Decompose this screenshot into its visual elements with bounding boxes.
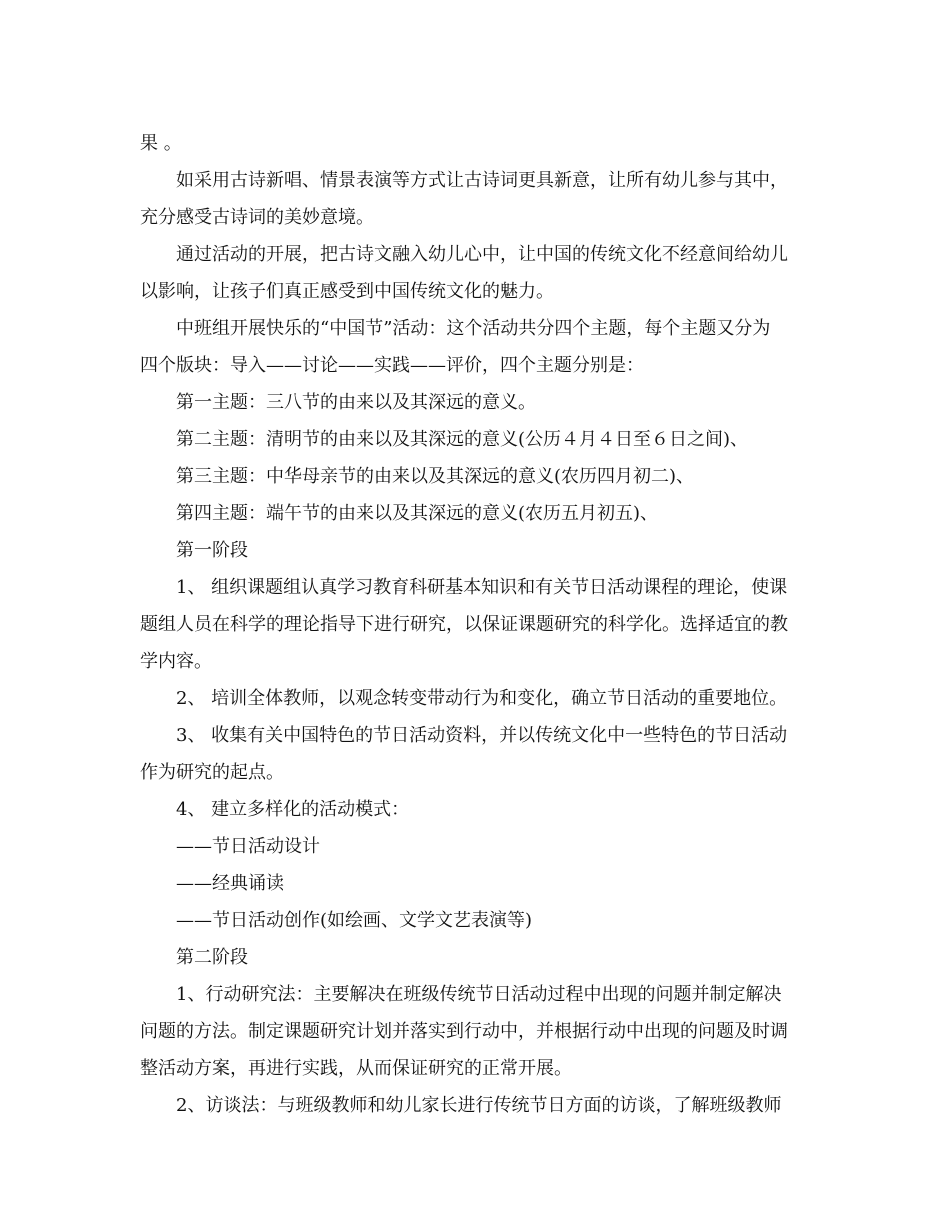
text-line: 问题的方法。制定课题研究计划并落实到行动中，并根据行动中出现的问题及时调 [140,1021,788,1042]
paragraph-line: 中班组开展快乐的“中国节”活动：这个活动共分四个主题，每个主题又分为 [176,318,771,339]
paragraph-line: 4、 建立多样化的活动模式： [176,799,410,820]
paragraph-line: 2、访谈法：与班级教师和幼儿家长进行传统节日方面的访谈，了解班级教师 [176,1095,782,1116]
stage-heading: 第二阶段 [176,947,248,968]
text-line: 学内容。 [140,651,212,672]
theme-line: 第二主题：清明节的由来以及其深远的意义(公历４月４日至６日之间)、 [176,429,749,450]
text-line: 以影响，让孩子们真正感受到中国传统文化的魅力。 [140,281,554,302]
text-line: 果 。 [140,133,182,154]
stage-heading: 第一阶段 [176,540,248,561]
paragraph-line: 2、 培训全体教师，以观念转变带动行为和变化，确立节日活动的重要地位。 [176,688,788,709]
paragraph-line: 1、行动研究法：主要解决在班级传统节日活动过程中出现的问题并制定解决 [176,984,782,1005]
text-line: 题组人员在科学的理论指导下进行研究，以保证课题研究的科学化。选择适宜的教 [140,614,788,635]
theme-line: 第四主题：端午节的由来以及其深远的意义(农历五月初五)、 [176,503,659,524]
list-item: ——经典诵读 [176,873,284,894]
list-item: ——节日活动创作(如绘画、文学文艺表演等) [176,910,533,931]
theme-line: 第一主题：三八节的由来以及其深远的意义。 [176,392,536,413]
text-line: 充分感受古诗词的美妙意境。 [140,207,374,228]
list-item: ——节日活动设计 [176,836,320,857]
text-line: 整活动方案，再进行实践，从而保证研究的正常开展。 [140,1058,572,1079]
text-line: 作为研究的起点。 [140,762,284,783]
paragraph-line: 3、 收集有关中国特色的节日活动资料，并以传统文化中一些特色的节日活动 [176,725,788,746]
theme-line: 第三主题：中华母亲节的由来以及其深远的意义(农历四月初二)、 [176,466,695,487]
paragraph-line: 如采用古诗新唱、情景表演等方式让古诗词更具新意，让所有幼儿参与其中， [176,170,788,191]
paragraph-line: 1、 组织课题组认真学习教育科研基本知识和有关节日活动课程的理论，使课 [176,577,788,598]
text-line: 四个版块：导入——讨论——实践——评价，四个主题分别是： [140,355,644,376]
paragraph-line: 通过活动的开展，把古诗文融入幼儿心中，让中国的传统文化不经意间给幼儿 [176,244,788,265]
